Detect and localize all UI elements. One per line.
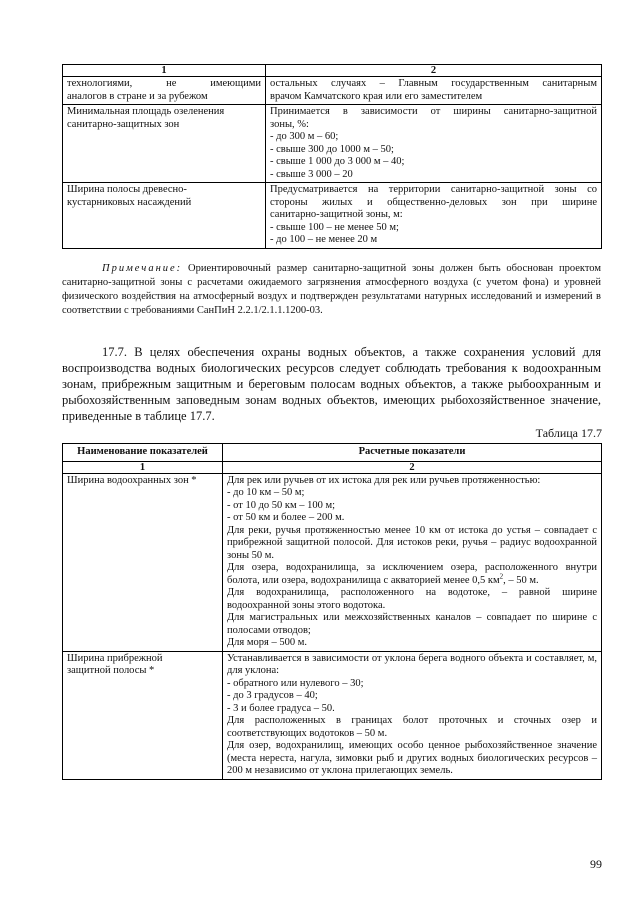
column-header: Расчетные показатели (223, 444, 602, 462)
cell-text: - от 10 до 50 км – 100 м; (227, 499, 336, 511)
cell-text: Для магистральных или межхозяйственных каналов – совпадает по ширине с полосами отводов; (227, 612, 597, 636)
cell-text: защитной полосы * (67, 665, 155, 676)
table-header-row (63, 444, 602, 462)
indicator-value-cell (266, 105, 602, 183)
cell-text: - до 100 – не менее 20 м (270, 234, 378, 245)
table-row (63, 473, 602, 651)
table-row (63, 183, 602, 249)
indicator-name-cell (63, 77, 266, 105)
cell-text: - свыше 100 – не менее 50 м; (270, 221, 399, 233)
cell-text: Принимается в зависимости от ширины санитарно-защитной (270, 106, 597, 117)
water-protection-table (62, 443, 602, 780)
cell-text: Ширина прибрежной (67, 652, 163, 664)
column-number: 1 (63, 461, 223, 473)
column-header: Наименование показателей (63, 444, 223, 462)
cell-text: Для рек или ручьев от их истока для рек или ручьев протяженностью: (227, 474, 541, 486)
cell-text: стороны жилых и общественно-деловых зон при ширине (270, 196, 597, 208)
cell-text: Устанавливается в зависимости от уклона берега водного объекта и составляет, м, для уклона: (227, 652, 597, 676)
indicator-name-cell (63, 183, 266, 249)
cell-text (227, 562, 597, 587)
cell-text: технологиями, не имеющими (67, 78, 261, 89)
cell-text: врачом Камчатского края или его заместителем (270, 90, 483, 102)
cell-text: Минимальная площадь озеленения (67, 106, 225, 117)
column-number: 1 (63, 65, 266, 77)
indicator-value-cell (266, 77, 602, 105)
cell-text: - до 10 км – 50 м; (227, 487, 305, 498)
cell-text: - от 50 км и более – 200 м. (227, 512, 345, 523)
cell-text: - свыше 1 000 до 3 000 м – 40; (270, 156, 405, 167)
sanitary-zone-table (62, 64, 602, 249)
cell-text: остальных случаях – Главным государственным санитарным (270, 78, 597, 89)
column-number: 2 (266, 65, 602, 77)
column-number: 2 (223, 461, 602, 473)
cell-text: кустарниковых насаждений (67, 196, 192, 208)
indicator-name-cell (63, 651, 223, 779)
cell-text: , – 50 м. (503, 574, 539, 586)
table-row (63, 77, 602, 105)
page-number: 99 (590, 857, 602, 871)
cell-text: санитарно-защитных зон (67, 118, 180, 130)
indicator-value-cell (223, 651, 602, 779)
indicator-value-cell (223, 473, 602, 651)
cell-text: - 3 и более градуса – 50. (227, 702, 335, 714)
cell-text: зоны, %: (270, 118, 309, 130)
indicator-name-cell: Ширина водоохранных зон * (63, 473, 223, 651)
table-number-row (63, 65, 602, 77)
indicator-value-cell (266, 183, 602, 249)
cell-text: Для озера, водохранилища, за исключением озера, расположенного внутри болота, или озера, водохранилища с акваторией менее 0,5 км (227, 562, 597, 586)
note-label: Примечание: (102, 263, 183, 274)
superscript: 2 (499, 572, 504, 580)
cell-text: - до 3 градусов – 40; (227, 690, 318, 701)
cell-text: - свыше 300 до 1000 м – 50; (270, 143, 394, 155)
table-caption: Таблица 17.7 (535, 426, 602, 440)
table-number-row (63, 461, 602, 473)
cell-text: санитарно-защитной зоны, м: (270, 209, 403, 220)
cell-text: Для озер, водохранилищ, имеющих особо ценное рыбохозяйственное значение (места нереста, нагула, зимовки рыб и других водных биологических ресурсов – 200 м независимо от уклона прилегающих земель. (227, 740, 597, 776)
cell-text: - обратного или нулевого – 30; (227, 677, 364, 689)
cell-text: - свыше 3 000 – 20 (270, 168, 353, 180)
cell-text: Для реки, ручья протяженностью менее 10 км от истока до устья – совпадает с прибрежной защитной полосой. Для истоков реки, ручья – радиус водоохранной зоны 50 м. (227, 524, 597, 561)
section-paragraph: 17.7. В целях обеспечения охраны водных объектов, а также сохранения условий для воспроизводства водных биологических ресурсов следует соблюдать требования к водоохранным зонам, прибрежным защитным и береговым полосам водных объектов, а также рыбоохранным и рыбохозяйственным заповедным зонам водных объектов, имеющих рыбохозяйственное значение, приведенные в таблице 17.7. (62, 345, 601, 423)
cell-text: Для моря – 500 м. (227, 637, 307, 648)
table-row (63, 105, 602, 183)
table-note (62, 262, 601, 318)
note-text: Ориентировочный размер санитарно-защитной зоны должен быть обоснован проектом санитарно-защитной зоны с расчетами ожидаемого загрязнения атмосферного воздуха (с учетом фона) и уровней физического воздействия на атмосферный воздух и подтвержден результатами натурных исследований и измерений в соответствии с требованиями СанПиН 2.2.1/2.1.1.1200-03. (62, 263, 602, 316)
cell-text: Для расположенных в границах болот проточных и сточных озер и соответствующих водотоков – 50 м. (227, 715, 597, 739)
indicator-name-cell (63, 105, 266, 183)
cell-text: - до 300 м – 60; (270, 131, 339, 142)
table-row (63, 651, 602, 779)
cell-text: аналогов в стране и за рубежом (67, 90, 208, 102)
cell-text: Ширина полосы древесно- (67, 184, 187, 195)
cell-text: Для водохранилища, расположенного на водотоке, – равной ширине водоохранной зоны этого водотока. (227, 587, 597, 611)
cell-text: Предусматривается на территории санитарно-защитной зоны со (270, 184, 597, 195)
